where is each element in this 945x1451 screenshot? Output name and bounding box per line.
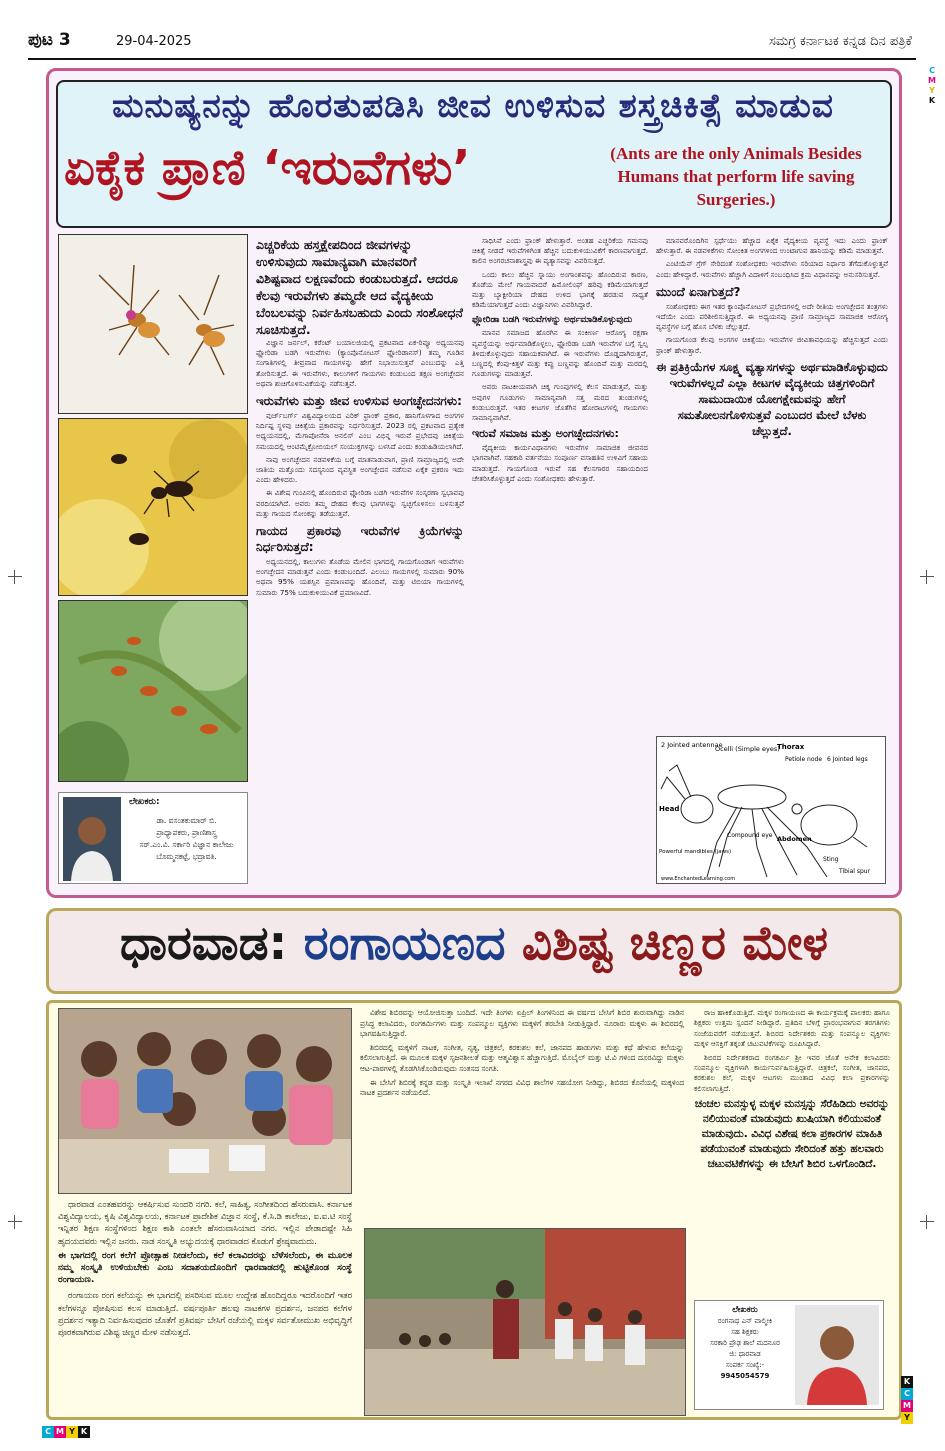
label-antennae: 2 Jointed antennae [661,741,723,749]
paragraph: ವುರ್ಜ್‌ಬರ್ಗ್ ವಿಶ್ವವಿದ್ಯಾಲಯದ ಎರಿಕ್ ಫ್ರಾಂಕ್ ಪ್ರಕಾರ, ಹಾನಿಗೊಳಗಾದ ಅಂಗಗಳ ನಿರ್ದಿಷ್ಟ ಸ್ಥಳವು ಚಿಕಿತ್ಸೆಯ ಪ್ರಕಾರವನ್ನು ನಿರ್ಧರಿಸುತ್ತದೆ. 2023 ರಲ್ಲಿ ಪ್ರಕಟವಾದ ಪ್ರತ್ಯೇಕ ಅಧ್ಯಯನದಲ್ಲಿ, ಮೆಗಾಪೋನೆರಾ ಅನಲಿಸ್ ಎಂಬ ವಿಭಿನ್ನ ಇರುವೆ ಪ್ರಭೇದವು ಚಿಕಿತ್ಸೆಯ ಸಮಯದಲ್ಲಿ ಆಂಟಿಮೈಕ್ರೋಬಿಯಲ್ ಸಂಯುಕ್ತಗಳನ್ನು ಬಳಸಿದೆ ಎಂದು ಕಂಡುಹಿಡಿಯಲಾಗಿದೆ. [256,411,464,451]
paragraph: ವಿಶೇಷ ಶಿಬಿರವನ್ನು ಆಯೋಜಿಸುತ್ತಾ ಬಂದಿದೆ. ಇದೇ ತಿಂಗಳು ಏಪ್ರಿಲ್ ತಿಂಗಳಿನಿಂದ ಈ ವರ್ಷದ ಬೇಸಿಗೆ ಶಿಬಿರ ಶುರುವಾಗಿದ್ದು ನಾಡಿನ ಪ್ರಸಿದ್ಧ ಕಲಾವಿದರು, ರಂಗಕರ್ಮಿಗಳು ಮತ್ತು ಸಂಪನ್ಮೂಲ ವ್ಯಕ್ತಿಗಳು ಮಕ್ಕಳಿಗೆ ತರಬೇತಿ ನೀಡುತ್ತಿದ್ದಾರೆ. ನೂರಾರು ಮಕ್ಕಳು ಈ ಶಿಬಿರದಲ್ಲಿ ಭಾಗವಹಿಸುತ್ತಿದ್ದಾರೆ. [360,1008,684,1039]
label-eye: Compound eye [727,832,773,839]
paragraph: ಮಾನವ ಸಮಾಜದ ಹೊರಗಿನ ಈ ಸಂಕೀರ್ಣ ಆರೋಗ್ಯ ರಕ್ಷಣಾ ವ್ಯವಸ್ಥೆಯನ್ನು ಅರ್ಥಮಾಡಿಕೊಳ್ಳಲು, ಫ್ಲೋರಿಡಾ ಬಡಗಿ ಇರುವೆಗಳ ಬಗ್ಗೆ ಸ್ವಲ್ಪ ತಿಳಿದುಕೊಳ್ಳುವುದು ಸಹಾಯಕವಾಗಿದೆ. ಈ ಇರುವೆಗಳು ದೊಡ್ಡದಾಗಿರುತ್ತವೆ, ಬಣ್ಣದಲ್ಲಿ ಕೆಂಪು-ಕಿತ್ತಳೆ ಮತ್ತು ಕಪ್ಪು ಬಣ್ಣವನ್ನು ಹೊಂದಿವೆ ಮತ್ತು ಮರದಲ್ಲಿ ಗೂಡುಗಳನ್ನು ಮಾಡುತ್ತವೆ. [472,328,648,379]
children-workshop-photo [58,1008,352,1194]
label-abdomen: Abdomen [777,835,812,843]
article-ants-title-line2: ಏಕೈಕ ಪ್ರಾಣಿ ‘ಇರುವೆಗಳು’ [64,140,471,196]
registration-mark-right [920,570,934,584]
paragraph: ಈ ವಿಶೇಷ ಗುಂಪಿನಲ್ಲಿ ಹೊಂದಿರುವ ಫ್ಲೋರಿಡಾ ಬಡಗಿ ಇರುವೆಗಳ ಸಂಸ್ಕರಣಾ ಸ್ವಭಾವವು ವರದಿಯಾಗಿದೆ. ಅವರು ತಮ್ಮ ದೇಹದ ಕೆಲವು ಭಾಗಗಳನ್ನು ಸ್ವಚ್ಛಗೊಳಿಸಲು ಬಳಸುತ್ತವೆ ಮತ್ತು ಗಾಯದ ಸೋಂಕನ್ನು ತಡೆಯುತ್ತವೆ. [256,488,464,518]
cmyk-c: C [42,1426,54,1438]
issue-date: 29-04-2025 [116,34,192,49]
paragraph: ಶಿಬಿರದ ನಿರ್ದೇಶಕರಾದ ರಂಗಕರ್ಮಿ ಶ್ರೀ ಇವರ ಜೊತೆ ಅನೇಕ ಕಲಾವಿದರು ಸಂಪನ್ಮೂಲ ವ್ಯಕ್ತಿಗಳಾಗಿ ಕಾರ್ಯನಿರ್ವಹಿಸುತ್ತಿದ್ದಾರೆ. ಚಿತ್ರಕಲೆ, ಸಂಗೀತ, ಜಾನಪದ, ಕರಕುಶಲ ಕಲೆ, ಮಕ್ಕಳ ಆಟಗಳು ಮುಂತಾದ ವಿವಿಧ ಕಲಾ ಪ್ರಕಾರಗಳನ್ನು ಕಲಿಸಲಾಗುತ್ತಿದೆ. [694,1052,890,1093]
article-ants-column-2 [472,236,648,890]
paragraph: ಗಾಯಗೊಂಡ ಕೆಲವು ಅಂಗಗಳ ಚಿಕಿತ್ಸೆಯು ಇರುವೆಗಳ ಜೀವಿತಾವಧಿಯನ್ನು ಹೆಚ್ಚಿಸುತ್ತದೆ ಎಂದು ಫ್ರಾಂಕ್ ಹೇಳುತ್ತಾರೆ. [656,335,888,355]
paragraph-bold: ಈ ಭಾಗದಲ್ಲಿ ರಂಗ ಕಲೆಗೆ ಪ್ರೋತ್ಸಾಹ ನೀಡಲೆಂದು, ಕಲೆ ಕಲಾವಿದರನ್ನು ಬೆಳೆಸಲೆಂದು, ಈ ಮೂಲಕ ನಮ್ಮ ಸಂಸ್ಕೃತಿ ಉಳಿಯಬೇಕು ಎಂಬ ಸದಾಶಯದೊಂದಿಗೆ ಧಾರವಾಡದಲ್ಲಿ ಹುಟ್ಟಿಕೊಂಡ ಸಂಸ್ಥೆ ರಂಗಾಯಣ. [58,1250,352,1286]
article-ants-column-3 [656,236,888,732]
article-rangayana-lead-column [58,1198,352,1414]
ant-anatomy-diagram [656,736,886,884]
registration-mark-right-lower [920,1215,934,1229]
publication-tagline: ಸಮಗ್ರ ಕರ್ನಾಟಕ ಕನ್ನಡ ದಿನ ಪತ್ರಿಕೆ [769,34,912,49]
author-label: ಲೇಖಕರು [732,1305,758,1315]
registration-mark-left-lower [8,1215,22,1229]
page-header [28,28,916,60]
cmyk-m: M [901,1400,913,1412]
author-district: ಜಿ: ಧಾರವಾಡ [729,1350,761,1358]
paragraph: ಸಂಶೋಧಕರು ಈಗ ಇತರ ಕ್ಯಾಂಪೊನೋಟಸ್ ಪ್ರಭೇದಗಳಲ್ಲಿ ಅದೇ ರೀತಿಯ ಅಂಗಚ್ಛೇದನ ತಂತ್ರಗಳು ಇದೆಯೇ ಎಂದು ಪರಿಶೀಲಿಸುತ್ತಿದ್ದಾರೆ. ಈ ಅಧ್ಯಯನವು ಪ್ರಾಣಿ ಸಾಮ್ರಾಜ್ಯದ ಸಾಮಾಜಿಕ ಆರೋಗ್ಯ ವ್ಯವಸ್ಥೆಗಳ ಬಗ್ಗೆ ಹೊಸ ಬೆಳಕು ಚೆಲ್ಲುತ್ತದೆ. [656,301,888,332]
cmyk-strip-horizontal [42,1426,90,1438]
paragraph: ಒಂದು ಕಾಲು ಹೆಚ್ಚಿನ ಸ್ನಾಯು ಅಂಗಾಂಶವನ್ನು ಹೊಂದಿರುವ ಕಾರಣ, ತೊಡೆಯ ಮೇಲೆ ಗಾಯವಾದರೆ ಹಿಮೋಲಿಂಫ್ ಹರಿವು ಕಡಿಮೆಯಾಗುತ್ತದೆ ಮತ್ತು ಬ್ಯಾಕ್ಟೀರಿಯಾ ದೇಹದ ಉಳಿದ ಭಾಗಕ್ಕೆ ಹರಡುವ ಸಾಧ್ಯತೆ ಕಡಿಮೆಯಾಗುತ್ತದೆ ಎಂದು ವಿಜ್ಞಾನಿಗಳು ವಿವರಿಸಿದ್ದಾರೆ. [472,269,648,310]
cmyk-strip-corner [901,1376,913,1424]
author-phone-label: ಸಂಪರ್ಕ ಸಂಖ್ಯೆ:- [725,1361,765,1369]
rangayana-event-photo [364,1228,686,1416]
paragraph: ವೈದ್ಯಕೀಯ ಕಾರ್ಯವಿಧಾನಗಳು ಇರುವೆಗಳ ಸಾಮಾಜಿಕ ಜೀವನದ ಭಾಗವಾಗಿವೆ. ಸಹಕಾರಿ ವರ್ತನೆಯು ಸಂಪೂರ್ಣ ವಸಾಹತಿನ ಉಳಿವಿಗೆ ಸಹಾಯ ಮಾಡುತ್ತದೆ. ಗಾಯಗೊಂಡ ಇರುವೆ ಸಹ ಕೆಲಸಗಾರರ ಸಹಾಯದಿಂದ ಚೇತರಿಸಿಕೊಳ್ಳುತ್ತದೆ ಎಂದು ಸಂಶೋಧಕರು ಹೇಳುತ್ತಾರೆ. [472,443,648,483]
ant-photo-2 [58,418,248,596]
subheading: ಫ್ಲೋರಿಡಾ ಬಡಗಿ ಇರುವೆಗಳನ್ನು ಅರ್ಥಮಾಡಿಕೊಳ್ಳುವುದು [472,315,633,326]
author-label: ಲೇಖಕರು: [129,797,160,807]
article-rangayana-middle-column [360,1008,684,1226]
author-school: ಸರಕಾರಿ ಪ್ರೌಢ ಶಾಲೆ ಮದನೂರ [710,1339,780,1347]
paragraph: ಶಿಬಿರದಲ್ಲಿ ಮಕ್ಕಳಿಗೆ ನಾಟಕ, ಸಂಗೀತ, ನೃತ್ಯ, ಚಿತ್ರಕಲೆ, ಕರಕುಶಲ ಕಲೆ, ಜಾನಪದ ಹಾಡುಗಳು ಮತ್ತು ಕಥೆ ಹೇಳುವ ಕಲೆಯನ್ನು ಕಲಿಸಲಾಗುತ್ತಿದೆ. ಈ ಮೂಲಕ ಮಕ್ಕಳ ಸೃಜನಶೀಲತೆ ಮತ್ತು ಆತ್ಮವಿಶ್ವಾಸ ಹೆಚ್ಚಾಗುತ್ತಿದೆ. ಮೊಬೈಲ್ ಮತ್ತು ಟಿ.ವಿ ಗಳಿಂದ ದೂರವಿದ್ದು ಮಕ್ಕಳು ಆಟ-ಪಾಠಗಳಲ್ಲಿ ತೊಡಗಿಸಿಕೊಂಡಿರುವುದು ಸಂತಸದ ಸಂಗತಿ. [360,1042,684,1073]
paragraph: ವಿಜ್ಞಾನ ಜರ್ನಲ್, ಕರೆಂಟ್ ಬಯಾಲಜಿಯಲ್ಲಿ ಪ್ರಕಟವಾದ ಏಕ-ರಿವ್ಯೂ ಅಧ್ಯಯನವು ಫ್ಲೋರಿಡಾ ಬಡಗಿ ಇರುವೆಗಳು (ಕ್ಯಾಂಪೊನೋಟಸ್ ಫ್ಲೋರಿಡಾನಸ್) ತಮ್ಮ ಗೂಡಿನ ಸಂಗಾತಿಗಳಲ್ಲಿ ತೀವ್ರವಾದ ಗಾಯಗಳನ್ನು ಹೇಗೆ ನಿಭಾಯಿಸುತ್ತವೆ ಎಂಬುದನ್ನು ಎತ್ತಿ ತೋರಿಸುತ್ತದೆ. ಈ ಇರುವೆಗಳು, ಕಾಲುಗಳಿಗೆ ಗಾಯಗಳು ಕಂಡುಬಂದ ತಕ್ಷಣ ಅಂಗಚ್ಛೇದನ ಅಥವಾ ಶುಚಿಗೊಳಿಸುವಿಕೆಯನ್ನು ನಡೆಸುತ್ತವೆ. [256,338,464,388]
article-ants-lead: ಎಚ್ಚರಿಕೆಯ ಹಸ್ತಕ್ಷೇಪದಿಂದ ಜೀವಗಳನ್ನು ಉಳಿಸುವುದು ಸಾಮಾನ್ಯವಾಗಿ ಮಾನವರಿಗೆ ವಿಶಿಷ್ಟವಾದ ಲಕ್ಷಣವೆಂದು ಕಂಡುಬರುತ್ತದೆ. ಆದರೂ ಕೆಲವು ಇರುವೆಗಳು ತಮ್ಮದೇ ಆದ ವೈದ್ಯಕೀಯ ಬೆಂಬಲವನ್ನು ನಿರ್ವಹಿಸಬಹುದು ಎಂದು ಸಂಶೋಧನೆ ಸೂಚಿಸುತ್ತದೆ. [256,237,463,337]
paragraph: ಸಾಧಿಸಿವೆ ಎಂದು ಫ್ರಾಂಕ್ ಹೇಳುತ್ತಾರೆ. ಅಂತಹ ಎಚ್ಚರಿಕೆಯ ಗಮನವು ಚಿಕಿತ್ಸೆ ನೀಡದೆ ಇರುವೆಗಳಿಗಿಂತ ಹೆಚ್ಚಿನ ಬದುಕುಳಿಯುವಿಕೆಗೆ ಕಾರಣವಾಗುತ್ತದೆ. ಕಾಲಿನ ಅಂಗರಚನಾಶಾಸ್ತ್ರವು ಈ ವ್ಯತ್ಯಾಸವನ್ನು ವಿವರಿಸುತ್ತದೆ. [472,236,648,266]
label-sting: Sting [823,856,839,863]
subheading: ಇರುವೆ ಸಮಾಜ ಮತ್ತು ಅಂಗಚ್ಛೇದನಗಳು: [472,427,619,441]
article-ants-title-english: (Ants are the only Animals Besides Humans that perform life saving Surgeries.) [610,144,862,209]
label-ocelli: Ocelli (Simple eyes) [715,745,780,753]
cmyk-y: Y [66,1426,78,1438]
author-photo [63,797,121,881]
label-credit: www.EnchantedLearning.com [661,876,736,882]
subheading: ಮುಂದೆ ಏನಾಗುತ್ತದೆ? [656,284,741,299]
article-rangayana-right-column [694,1008,890,1298]
title-part-3: ವಿಶಿಷ್ಟ ಚಿಣ್ಣರ ಮೇಳ [521,916,828,971]
article-rangayana-title [46,916,902,972]
cmyk-k: K [928,96,936,105]
author-college: ಸರ್.ಎಂ.ವಿ. ಸರ್ಕಾರಿ ವಿಜ್ಞಾನ ಕಾಲೇಜು [139,840,234,849]
cmyk-k: K [901,1376,913,1388]
cmyk-y: Y [901,1412,913,1424]
cmyk-c: C [901,1388,913,1400]
cmyk-y: Y [929,86,935,95]
registration-mark-left [8,570,22,584]
paragraph: ರಂಗಾಯಣ ರಂಗ ಕಲೆಯನ್ನು ಈ ಭಾಗದಲ್ಲಿ ಪಸರಿಸುವ ಮೂಲ ಉದ್ದೇಶ ಹೊಂದಿದ್ದರೂ ಇದರೊಂದಿಗೆ ಇತರ ಕಲೆಗಳನ್ನೂ ಪೋಷಿಸುವ ಕಲಸ ಮಾಡುತ್ತಿದೆ. ವರ್ಷಪೂರ್ತಿ ಹಲವು ನಾಟಕಗಳ ಪ್ರದರ್ಶನ, ಜನಪದ ಕಲೆಗಳ ಪ್ರದರ್ಶನ ಇತ್ಯಾದಿ ನಿರ್ವಹಿಸುವುದರ ಜೊತೆಗೆ ಪ್ರತಿವರ್ಷ ಬೇಸಿಗೆ ರಜೆಯಲ್ಲಿ ಮಕ್ಕಳ ಸರ್ವತೋಮುಖ ಅಭಿವೃದ್ಧಿಗೆ ಪೂರಕವಾಗಿರುವ ವಿಶಿಷ್ಟ ಚಿಣ್ಣರ ಮೇಳ ನಡೆಸುತ್ತದೆ. [58,1290,352,1338]
page-number: ಪುಟ 3 [28,30,71,50]
ant-photo-3 [58,600,248,782]
article-ants-author-box [58,792,248,884]
subheading: ಗಾಯದ ಪ್ರಕಾರವು ಇರುವೆಗಳ ಕ್ರಿಯೆಗಳನ್ನು ನಿರ್ಧರಿಸುತ್ತದೆ: [256,524,464,555]
paragraph: ಧಾರವಾಡ ಎಂತಹವರನ್ನು ಆಕರ್ಷಿಸುವ ಸುಂದರಿ ನಗರಿ. ಕಲೆ, ಸಾಹಿತ್ಯ, ಸಂಗೀತದಿಂದ ಹೆಸರುವಾಸಿ. ಕರ್ನಾಟಕ ವಿಶ್ವವಿದ್ಯಾಲಯ, ಕೃಷಿ ವಿಶ್ವವಿದ್ಯಾಲಯ, ಕರ್ನಾಟಕ ಪ್ರಾದೇಶಿಕ ವಿಜ್ಞಾನ ಸಂಸ್ಥೆ, ಕೆ.ಸಿ.ಡಿ ಕಾಲೇಜು, ಐ.ಐ.ಟಿ ಸಂಸ್ಥೆ ಇನ್ನಿತರ ಶಿಕ್ಷಣ ಸಂಸ್ಥೆಗಳಿಂದ ಶಿಕ್ಷಣ ಕಾಶಿ ಎಂತಲೇ ಹೆಸರುವಾಸಿಯಾದ ನಗರ. ಇಲ್ಲಿನ ಪೇಡಾದಷ್ಟೇ ಸಿಹಿ ಹೃದಯದವರು ಇಲ್ಲಿನ ಜನರು. ನಾಡ ಸಂಸ್ಕೃತಿ ಅಭ್ಯುದಯಕ್ಕೆ ಧಾರವಾಡದ ಕೊಡುಗೆ ಶ್ರೇಷ್ಠವಾದುದು. [58,1199,352,1246]
title-part-2: ರಂಗಾಯಣದ [303,916,506,971]
subheading: ಇರುವೆಗಳು ಮತ್ತು ಜೀವ ಉಳಿಸುವ ಅಂಗಚ್ಛೇದನಗಳು: [256,394,462,409]
author-role: ಪ್ರಾಧ್ಯಾಪಕರು, ಪ್ರಾಣಿಶಾಸ್ತ್ರ [156,828,217,837]
ant-photo-1 [58,234,248,414]
author-role: ಸಹ ಶಿಕ್ಷಕರು [731,1328,759,1336]
label-mandibles: Powerful mandibles (jaws) [659,849,732,855]
paragraph: ಈ ಬೇಸಿಗೆ ಶಿಬಿರಕ್ಕೆ ಕನ್ನಡ ಮತ್ತು ಸಂಸ್ಕೃತಿ ಇಲಾಖೆ ನಗರದ ವಿವಿಧ ಶಾಲೆಗಳ ಸಹಯೋಗ ನೀಡಿದ್ದು, ಶಿಬಿರದ ಕೊನೆಯಲ್ಲಿ ಮಕ್ಕಳಿಂದ ನಾಟಕ ಪ್ರದರ್ಶನ ನಡೆಯಲಿದೆ. [360,1077,684,1098]
article-ants-column-1 [256,236,464,890]
label-legs: 6 Jointed legs [827,756,868,763]
paragraph: ಎಂಟಿಯೆನ್ ಗ್ರೆಗ್ ಸೇರಿದಂತೆ ಸಂಶೋಧಕರು ಇರುವೆಗಳು ಸರಿಯಾದ ನಿರ್ಧಾರ ತೆಗೆದುಕೊಳ್ಳುತ್ತವೆ ಎಂದು ಹೇಳಿದ್ದಾರೆ. ಇರುವೆಗಳು ಹೆಚ್ಚಾಗಿ ವಿದಾಳಿಗೆ ಸಂಬಂಧಿಸಿದ ಕ್ರಮ ವಿಧಾನವನ್ನು ಅನುಸರಿಸುತ್ತವೆ. [656,259,888,279]
paragraph: ಅಧ್ಯಯನದಲ್ಲಿ, ಕಾಲುಗಳು ತೊಡೆಯ ಮೇಲಿನ ಭಾಗದಲ್ಲಿ ಗಾಯಗೊಂಡಾಗ ಇರುವೆಗಳು ಅಂಗಚ್ಛೇದನ ಮಾಡುತ್ತವೆ ಎಂದು ಕಂಡುಬಂದಿದೆ. ಎಲುಬು ಗಾಯಗಳಲ್ಲಿ ಸುಮಾರು 90% ಅಥವಾ 95% ಯಶಸ್ಸಿನ ಪ್ರಮಾಣವನ್ನು ಹೊಂದಿವೆ, ಮತ್ತು ಟಿಬಿಯಾ ಗಾಯಗಳಲ್ಲಿ ಸುಮಾರು 75% ಬದುಕುಳಿಯುವಿಕೆ ಪ್ರಮಾಣವಿದೆ. [256,557,464,597]
cmyk-c: C [929,66,935,75]
label-petiole: Petiole node [785,756,823,763]
article-rangayana-closing: ಚಂಚಲ ಮನಸ್ಸುಳ್ಳ ಮಕ್ಕಳ ಮನಸ್ಸನ್ನು ಸೆರೆಹಿಡಿದು ಅವರನ್ನು ನಲಿಯುವಂತೆ ಮಾಡುವುದು ಖುಷಿಯಾಗಿ ಕಲಿಯುವಂತೆ ಮಾಡುವುದು. ವಿವಿಧ ವಿಶೇಷ ಕಲಾ ಪ್ರಕಾರಗಳ ಮಾಹಿತಿ ಪಡೆಯುವಂತೆ ಮಾಡುವುದು ಸೇರಿದಂತೆ ಹತ್ತು ಹಲವಾರು ಚಟುವಟಿಕೆಗಳನ್ನು ಈ ಬೇಸಿಗೆ ಶಿಬಿರ ಒಳಗೊಂಡಿದೆ. [694,1098,890,1171]
cmyk-m: M [54,1426,66,1438]
author-photo [795,1305,879,1405]
article-ants-title-line1: ಮನುಷ್ಯನನ್ನು ಹೊರತುಪಡಿಸಿ ಜೀವ ಉಳಿಸುವ ಶಸ್ತ್ರಚಿಕಿತ್ಸೆ ಮಾಡುವ [112,86,834,125]
label-thorax: Thorax [777,743,805,751]
label-spur: Tibial spur [839,868,871,875]
author-place: ಬೊಮ್ಮನಕಟ್ಟೆ, ಭದ್ರಾವತಿ. [156,852,217,861]
paragraph: ರಾಜ ಹಾಕಿಕೊಡುತ್ತಿದೆ. ಮಕ್ಕಳ ರಂಗಾಯಣದ ಈ ಕಾರ್ಯಕ್ರಮಕ್ಕೆ ಪಾಲಕರು ಹಾಗೂ ಶಿಕ್ಷಕರು ಉತ್ತಮ ಸ್ಪಂದನೆ ನೀಡಿದ್ದಾರೆ. ಪ್ರತಿದಿನ ಬೆಳಿಗ್ಗೆ ಪ್ರಾರಂಭವಾಗುವ ತರಗತಿಗಳು ಸಂಜೆಯವರೆಗೆ ನಡೆಯುತ್ತವೆ. ಶಿಬಿರದ ನಿರ್ದೇಶಕರು ಮತ್ತು ಸಂಪನ್ಮೂಲ ವ್ಯಕ್ತಿಗಳು ಮಕ್ಕಳ ಆಸಕ್ತಿಗೆ ತಕ್ಕಂತೆ ಚಟುವಟಿಕೆಗಳನ್ನು ರೂಪಿಸಿದ್ದಾರೆ. [694,1008,890,1049]
cmyk-m: M [928,76,936,85]
article-ants-closing: ಈ ಪ್ರತಿಕ್ರಿಯೆಗಳ ಸೂಕ್ಷ್ಮ ವ್ಯತ್ಯಾಸಗಳನ್ನು ಅರ್ಥಮಾಡಿಕೊಳ್ಳುವುದು ಇರುವೆಗಳಲ್ಲದೆ ಎಲ್ಲಾ ಕೀಟಗಳ ವೈದ್ಯಕೀಯ ಚಿತ್ತಗಳಿಂದಿಗೆ ಸಾಮುದಾಯಿಕ ಯೋಗಕ್ಷೇಮವನ್ನು ಹೇಗೆ ಸಮತೋಲನಗೊಳಿಸುತ್ತವೆ ಎಂಬುದರ ಮೇಲೆ ಬೆಳಕು ಚೆಲ್ಲುತ್ತದೆ. [656,359,888,438]
cmyk-k: K [78,1426,90,1438]
author-name: ರಂಗನಾಥ ಎನ್ ವಾಲ್ಮೀಕಿ [717,1317,773,1325]
title-part-1: ಧಾರವಾಡ: [120,916,288,971]
cmyk-strip-vertical [925,66,939,106]
paragraph: ನಾವು ಅಂಗಚ್ಛೇದನ ನಡವಳಿಕೆಯ ಬಗ್ಗೆ ಮಾತನಾಡುವಾಗ, ಪ್ರಾಣಿ ಸಾಮ್ರಾಜ್ಯದಲ್ಲಿ ಅದೇ ಜಾತಿಯ ಮತ್ತೊಂದು ಸದಸ್ಯನಿಂದ ವ್ಯವಸ್ಥಿತ ಅಂಗಚ್ಛೇದನ ನಡೆಸುವ ಏಕೈಕ ಪ್ರಕರಣ ಇದು ಎಂದು ಹೇಳಿದರು. [256,454,464,485]
paragraph: ಅವರು ನಾಟಕೀಯವಾಗಿ ಚಿಕ್ಕ ಗುಂಪುಗಳಲ್ಲಿ ಕೆಲಸ ಮಾಡುತ್ತವೆ, ಮತ್ತು ಅವುಗಳ ಗೂಡುಗಳು ಸಾಮಾನ್ಯವಾಗಿ ಸತ್ತ ಮರದ ತುಂಡುಗಳಲ್ಲಿ ಕಂಡುಬರುತ್ತವೆ. ಇತರ ಕೀಟಗಳ ಜೊತೆಗಿನ ಹೋರಾಟಗಳಲ್ಲಿ ಗಾಯಗಳು ಸಾಮಾನ್ಯವಾಗಿವೆ. [472,382,648,423]
article-rangayana-author-box [694,1300,884,1410]
author-phone: 9945054579 [720,1372,770,1380]
label-head: Head [659,805,680,813]
author-name: ಡಾ. ವಸಂತಕುಮಾರ್ ಬಿ. [156,816,217,825]
paragraph: ಮಾನವರೊಂದಿಗಿನ ಸ್ಪರ್ಧೆಯು ಹೆಚ್ಚಾದ ಏಕೈಕ ವೈದ್ಯಕೀಯ ವ್ಯವಸ್ಥೆ ಇದು ಎಂದು ಫ್ರಾಂಕ್ ಹೇಳುತ್ತಾರೆ. ಈ ನಡವಳಿಕೆಗಳು ಸೋಂಕಿತ ಅಂಗಗಳಿಂದ ಉಂಟಾಗುವ ಹಾನಿಯನ್ನು ಕಡಿಮೆ ಮಾಡುತ್ತವೆ. [656,236,888,256]
